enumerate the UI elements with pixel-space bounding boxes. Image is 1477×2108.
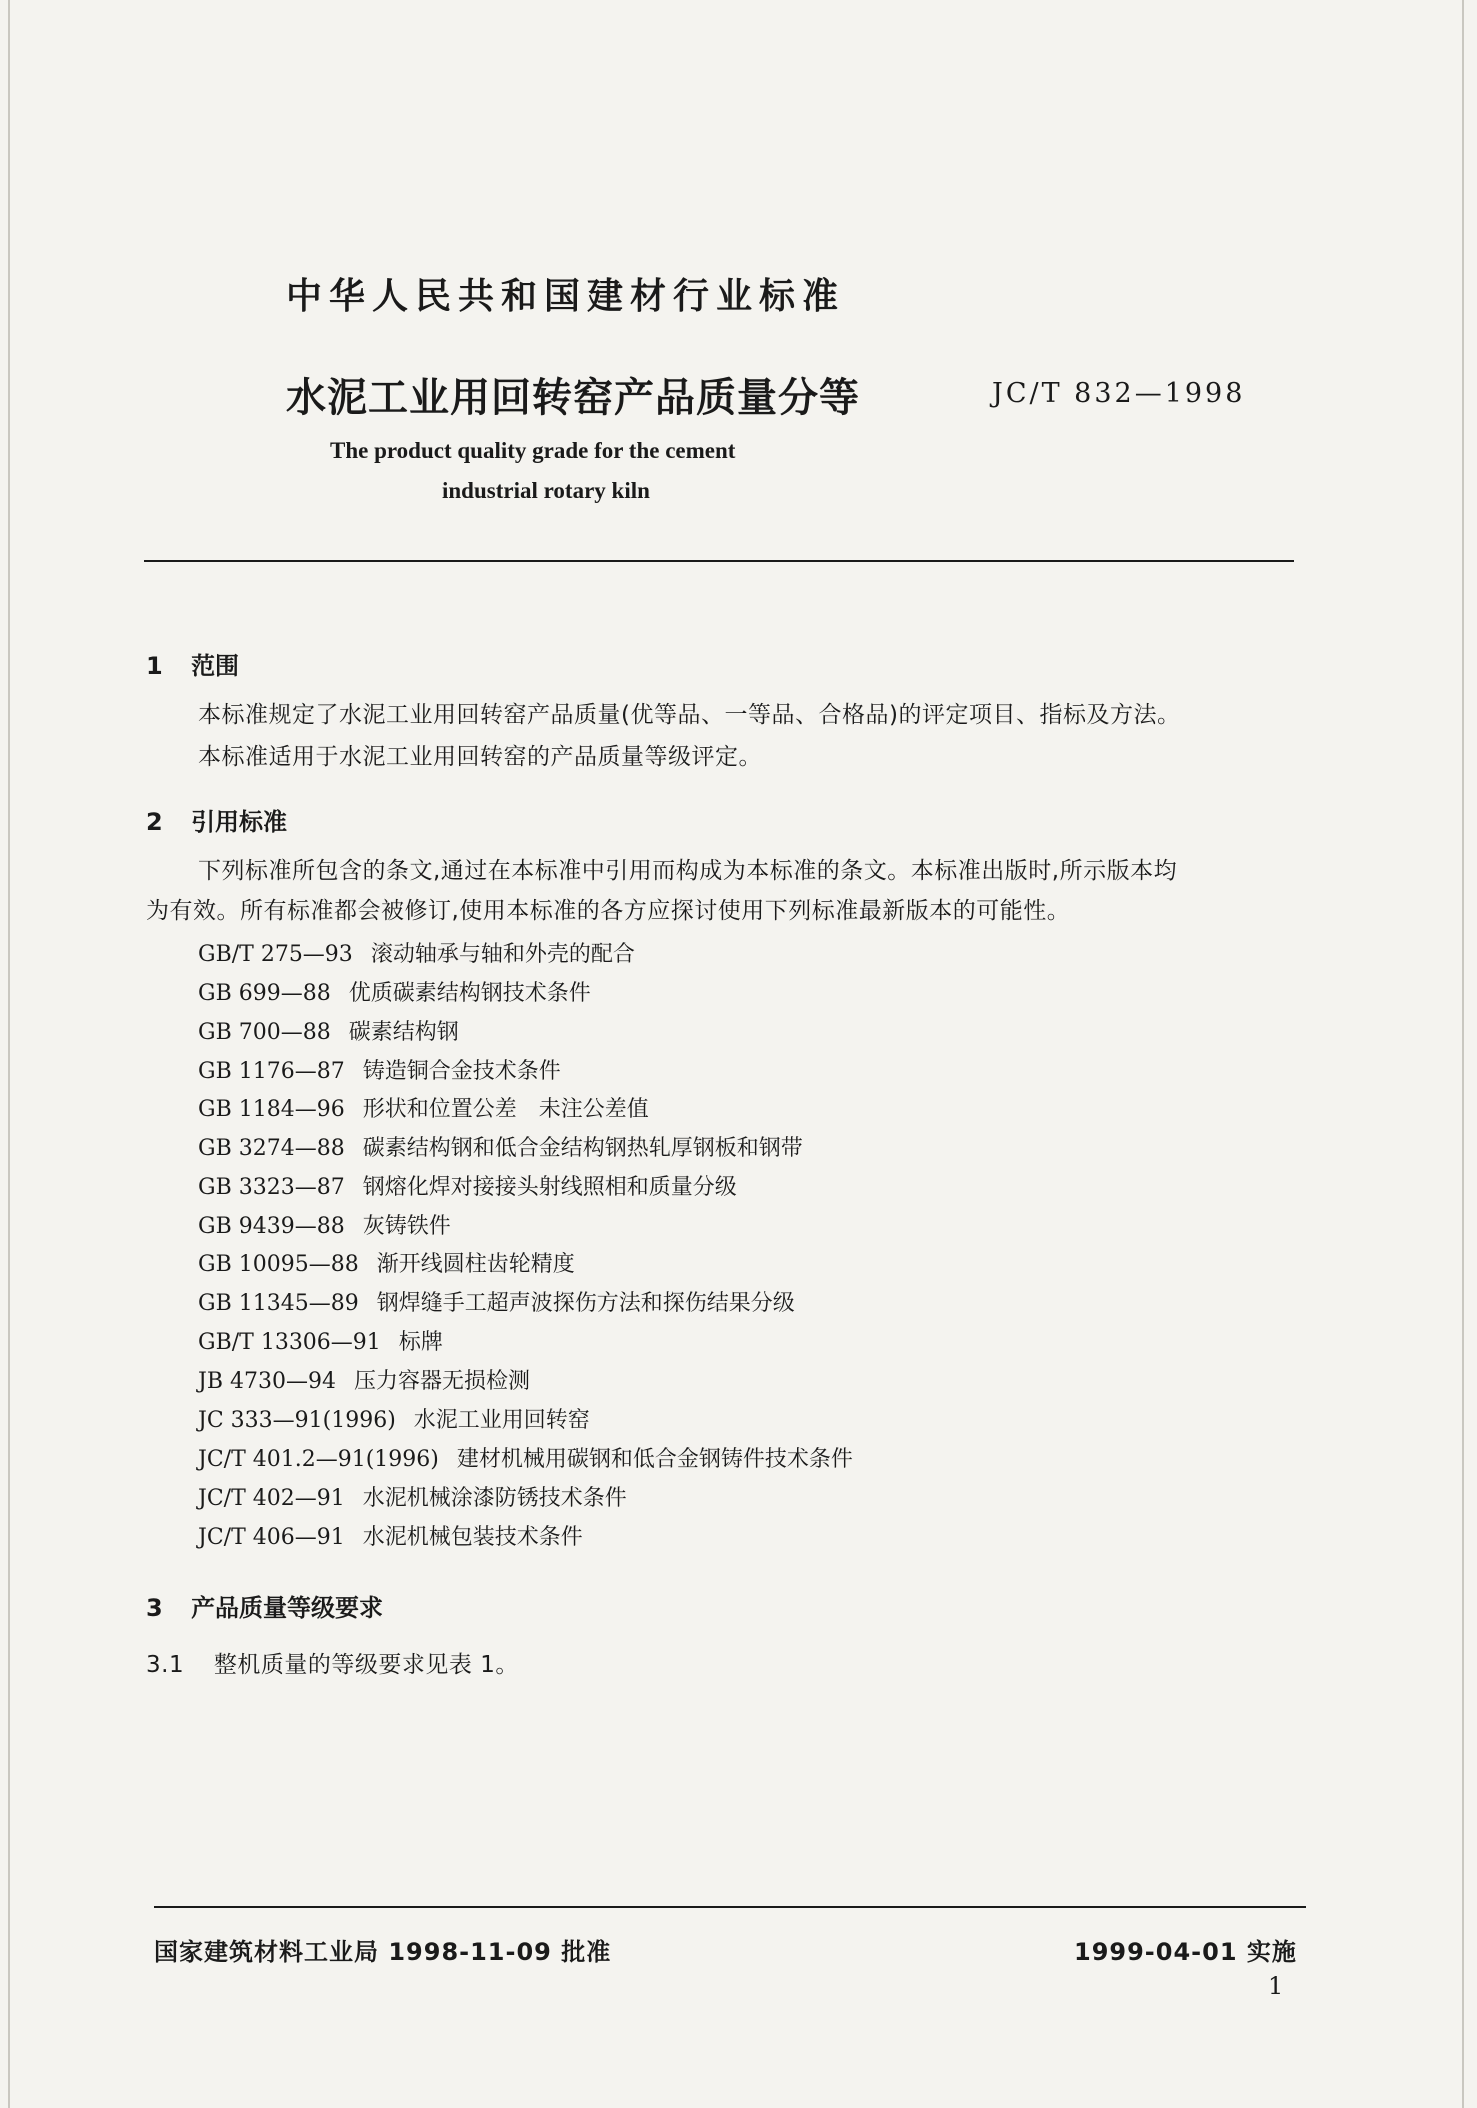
reference-code: GB 699—88	[198, 981, 331, 1006]
section-title: 引用标准	[191, 808, 288, 836]
english-title-line-1: The product quality grade for the cement	[330, 438, 736, 463]
reference-code: GB 9439—88	[198, 1214, 345, 1239]
reference-code: GB 3274—88	[198, 1136, 345, 1161]
reference-item	[198, 1209, 451, 1240]
reference-item	[198, 1170, 737, 1201]
subsection-text: 整机质量的等级要求见表 1。	[213, 1652, 519, 1678]
reference-code: GB 1184—96	[198, 1097, 345, 1122]
reference-title: 铸造铜合金技术条件	[362, 1059, 561, 1084]
reference-code: JC/T 406—91	[198, 1525, 345, 1550]
standard-code: JC/T 832—1998	[992, 378, 1246, 409]
reference-item	[198, 1092, 649, 1123]
header-divider	[144, 560, 1294, 562]
reference-item	[198, 1131, 803, 1162]
issuing-organization: 中华人民共和国建材行业标准	[286, 276, 846, 317]
reference-code: GB 10095—88	[198, 1252, 359, 1277]
approval-line: 国家建筑材料工业局 1998-11-09 批准	[154, 1938, 612, 1966]
section-1-heading	[146, 646, 239, 681]
subsection-number: 3.1	[146, 1652, 185, 1678]
section-title: 范围	[191, 652, 240, 680]
reference-title: 形状和位置公差 未注公差值	[362, 1097, 649, 1122]
reference-code: JC/T 401.2—91(1996)	[198, 1447, 439, 1472]
reference-item	[198, 1520, 583, 1551]
reference-title: 水泥机械包装技术条件	[362, 1525, 583, 1550]
reference-code: GB 3323—87	[198, 1175, 345, 1200]
reference-item	[198, 937, 635, 968]
reference-title: 滚动轴承与轴和外壳的配合	[370, 942, 635, 967]
reference-code: GB 11345—89	[198, 1291, 359, 1316]
scan-right-edge	[1462, 0, 1464, 2108]
reference-item	[198, 976, 591, 1007]
reference-title: 钢焊缝手工超声波探伤方法和探伤结果分级	[376, 1291, 795, 1316]
section-title: 产品质量等级要求	[191, 1594, 384, 1622]
reference-item	[198, 1325, 443, 1356]
scan-left-edge	[8, 0, 10, 2108]
reference-title: 灰铸铁件	[362, 1214, 451, 1239]
reference-item	[198, 1403, 590, 1434]
reference-item	[198, 1481, 627, 1512]
reference-item	[198, 1442, 853, 1473]
reference-code: GB 700—88	[198, 1020, 331, 1045]
section-number: 1	[146, 652, 163, 680]
implementation-date: 1999-04-01 实施	[1074, 1938, 1297, 1966]
reference-title: 优质碳素结构钢技术条件	[348, 981, 591, 1006]
reference-code: GB 1176—87	[198, 1059, 345, 1084]
paragraph: 为有效。所有标准都会被修订,使用本标准的各方应探讨使用下列标准最新版本的可能性。	[146, 898, 1071, 924]
reference-code: GB/T 13306—91	[198, 1330, 381, 1355]
reference-title: 建材机械用碳钢和低合金钢铸件技术条件	[456, 1447, 853, 1472]
section-number: 2	[146, 808, 163, 836]
reference-title: 水泥机械涂漆防锈技术条件	[362, 1486, 627, 1511]
english-title-line-2: industrial rotary kiln	[442, 478, 650, 503]
page-number: 1	[1268, 1972, 1284, 2000]
reference-item	[198, 1364, 530, 1395]
paragraph: 本标准适用于水泥工业用回转窑的产品质量等级评定。	[198, 744, 762, 770]
reference-item	[198, 1247, 575, 1278]
paragraph: 下列标准所包含的条文,通过在本标准中引用而构成为本标准的条文。本标准出版时,所示版本均	[198, 858, 1178, 884]
subsection-3-1	[146, 1646, 519, 1679]
section-3-heading	[146, 1588, 383, 1623]
footer-divider	[154, 1906, 1306, 1908]
document-title: 水泥工业用回转窑产品质量分等	[286, 375, 860, 421]
reference-item	[198, 1015, 459, 1046]
reference-title: 钢熔化焊对接接头射线照相和质量分级	[362, 1175, 737, 1200]
reference-title: 碳素结构钢和低合金结构钢热轧厚钢板和钢带	[362, 1136, 803, 1161]
reference-title: 碳素结构钢	[348, 1020, 459, 1045]
section-number: 3	[146, 1594, 163, 1622]
reference-item	[198, 1054, 561, 1085]
reference-code: JC 333—91(1996)	[198, 1408, 396, 1433]
reference-title: 水泥工业用回转窑	[413, 1408, 590, 1433]
reference-code: JC/T 402—91	[198, 1486, 345, 1511]
reference-title: 压力容器无损检测	[353, 1369, 530, 1394]
paragraph: 本标准规定了水泥工业用回转窑产品质量(优等品、一等品、合格品)的评定项目、指标及方法。	[198, 702, 1181, 728]
reference-title: 标牌	[398, 1330, 443, 1355]
section-2-heading	[146, 802, 287, 837]
reference-code: JB 4730—94	[198, 1369, 336, 1394]
reference-code: GB/T 275—93	[198, 942, 353, 967]
reference-title: 渐开线圆柱齿轮精度	[376, 1252, 575, 1277]
reference-item	[198, 1286, 795, 1317]
